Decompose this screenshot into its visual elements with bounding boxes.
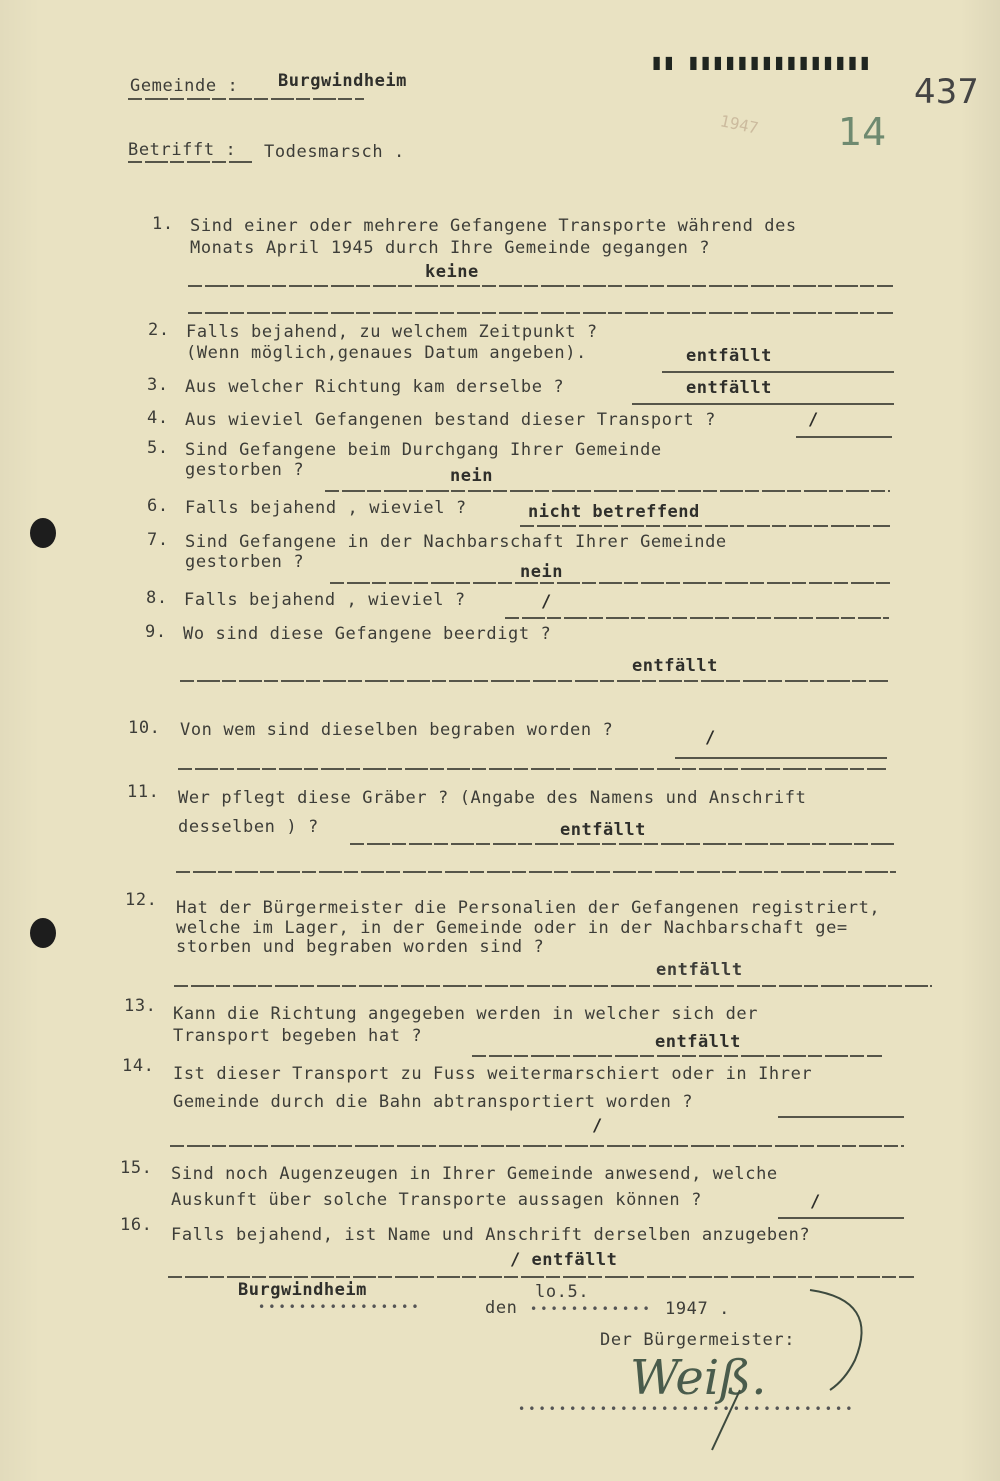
q2-line1: Falls bejahend, zu welchem Zeitpunkt ? xyxy=(186,322,598,342)
q1-line2: Monats April 1945 durch Ihre Gemeinde gegangen ? xyxy=(190,238,711,258)
gemeinde-value: Burgwindheim xyxy=(278,71,407,91)
q4-number: 4. xyxy=(147,408,169,428)
q7-answer-line xyxy=(330,582,890,584)
q15-number: 15. xyxy=(120,1158,153,1178)
q4-answer-line xyxy=(796,436,892,438)
q13-number: 13. xyxy=(124,996,157,1016)
q7-number: 7. xyxy=(147,530,169,550)
q5-line1: Sind Gefangene beim Durchgang Ihrer Gemeinde xyxy=(185,440,662,460)
q1-answer-line xyxy=(188,285,893,287)
q3-number: 3. xyxy=(147,375,169,395)
footer-place-dots: •••••••••••••••• xyxy=(258,1300,422,1314)
q16-line1: Falls bejahend, ist Name und Anschrift derselben anzugeben? xyxy=(171,1225,811,1245)
q9-line1: Wo sind diese Gefangene beerdigt ? xyxy=(183,624,552,644)
q15-line1: Sind noch Augenzeugen in Ihrer Gemeinde anwesend, welche xyxy=(171,1164,778,1184)
q7-line2: gestorben ? xyxy=(185,552,305,572)
footer-date-dots: •••••••••••• xyxy=(530,1302,653,1316)
q13-line2: Transport begeben hat ? xyxy=(173,1026,423,1046)
q2-answer: entfällt xyxy=(686,346,772,366)
q5-line2: gestorben ? xyxy=(185,460,305,480)
q1-answer-line-2 xyxy=(188,312,893,314)
q12-line3: storben und begraben worden sind ? xyxy=(176,937,545,957)
q14-number: 14. xyxy=(122,1056,155,1076)
q11-answer-line-2 xyxy=(176,871,896,873)
q4-answer: / xyxy=(808,410,819,430)
q16-answer: / entfällt xyxy=(510,1250,618,1270)
q8-line1: Falls bejahend , wieviel ? xyxy=(184,590,466,610)
q14-line2: Gemeinde durch die Bahn abtransportiert worden ? xyxy=(173,1092,694,1112)
q9-answer-line xyxy=(180,680,888,682)
q6-number: 6. xyxy=(147,496,169,516)
q2-number: 2. xyxy=(148,320,170,340)
q13-line1: Kann die Richtung angegeben werden in welcher sich der xyxy=(173,1004,759,1024)
q5-answer-line xyxy=(325,490,890,492)
q2-answer-line xyxy=(662,371,894,373)
footer-den-label: den xyxy=(485,1298,518,1318)
q7-line1: Sind Gefangene in der Nachbarschaft Ihrer Gemeinde xyxy=(185,532,727,552)
q3-answer: entfällt xyxy=(686,378,772,398)
q9-number: 9. xyxy=(145,622,167,642)
q5-number: 5. xyxy=(147,438,169,458)
q8-number: 8. xyxy=(146,588,168,608)
punch-hole-top xyxy=(30,518,56,548)
q13-answer-line xyxy=(472,1055,882,1057)
q13-answer: entfällt xyxy=(655,1032,741,1052)
q12-answer-line xyxy=(174,985,932,987)
q3-answer-line xyxy=(632,403,894,405)
footer-signatory-label: Der Bürgermeister: xyxy=(600,1330,796,1350)
q8-answer-line xyxy=(505,617,889,619)
footer-date: lo.5. xyxy=(535,1282,590,1302)
page-number: 437 xyxy=(914,72,979,112)
gemeinde-label: Gemeinde : xyxy=(130,76,239,96)
q12-number: 12. xyxy=(125,890,158,910)
faint-stamp: 1947 xyxy=(718,111,761,138)
q10-answer: / xyxy=(705,728,716,748)
q6-line1: Falls bejahend , wieviel ? xyxy=(185,498,467,518)
punch-hole-bottom xyxy=(30,918,56,948)
q12-line2: welche im Lager, in der Gemeinde oder in der Nachbarschaft ge= xyxy=(176,918,848,938)
q11-line2: desselben ) ? xyxy=(178,817,319,837)
q15-answer-line xyxy=(778,1217,904,1219)
q15-line2: Auskunft über solche Transporte aussagen können ? xyxy=(171,1190,702,1210)
q12-answer: entfällt xyxy=(656,960,743,980)
q14-answer: / xyxy=(592,1116,603,1136)
q14-answer-line xyxy=(778,1116,904,1118)
q10-number: 10. xyxy=(128,718,161,738)
q12-line1: Hat der Bürgermeister die Personalien der Gefangenen registriert, xyxy=(176,898,881,918)
q14-answer-line-2 xyxy=(170,1145,904,1147)
q11-answer-line xyxy=(350,843,896,845)
q5-answer: nein xyxy=(450,466,493,486)
footer-place: Burgwindheim xyxy=(238,1280,367,1300)
q11-number: 11. xyxy=(127,782,160,802)
q11-answer: entfällt xyxy=(560,820,646,840)
gemeinde-underline xyxy=(128,98,364,100)
footer-year: 1947 . xyxy=(665,1299,731,1319)
q14-line1: Ist dieser Transport zu Fuss weitermarschiert oder in Ihrer xyxy=(173,1064,813,1084)
q10-answer-line xyxy=(675,757,887,759)
subject-value: Todesmarsch . xyxy=(264,142,405,162)
q1-line1: Sind einer oder mehrere Gefangene Transporte während des xyxy=(190,216,797,236)
q1-number: 1. xyxy=(152,214,174,234)
handwritten-number: 14 xyxy=(838,110,887,154)
q11-line1: Wer pflegt diese Gräber ? (Angabe des Namens und Anschrift xyxy=(178,788,807,808)
q16-answer-line xyxy=(168,1276,914,1278)
q2-line2: (Wenn möglich,genaues Datum angeben). xyxy=(186,343,587,363)
signature-dots: ••••••••••••••••••••••••••••••••• xyxy=(518,1402,856,1416)
q3-line1: Aus welcher Richtung kam derselbe ? xyxy=(185,377,565,397)
redacted-stamp: ▮▮ ▮▮▮▮▮▮▮▮▮▮▮▮▮▮▮ xyxy=(650,50,871,75)
q10-answer-line-2 xyxy=(178,768,886,770)
q16-number: 16. xyxy=(120,1215,153,1235)
q9-answer: entfällt xyxy=(632,656,718,676)
q7-answer: nein xyxy=(520,562,563,582)
signature: Weiß. xyxy=(630,1350,767,1406)
q10-line1: Von wem sind dieselben begraben worden ? xyxy=(180,720,614,740)
q6-answer: nicht betreffend xyxy=(528,502,700,522)
subject-underline xyxy=(128,161,252,163)
subject-label: Betrifft : xyxy=(128,140,237,160)
q6-answer-line xyxy=(520,525,890,527)
q8-answer: / xyxy=(541,592,552,612)
q1-answer: keine xyxy=(425,262,479,282)
q15-answer: / xyxy=(810,1192,821,1212)
q4-line1: Aus wieviel Gefangenen bestand dieser Transport ? xyxy=(185,410,716,430)
